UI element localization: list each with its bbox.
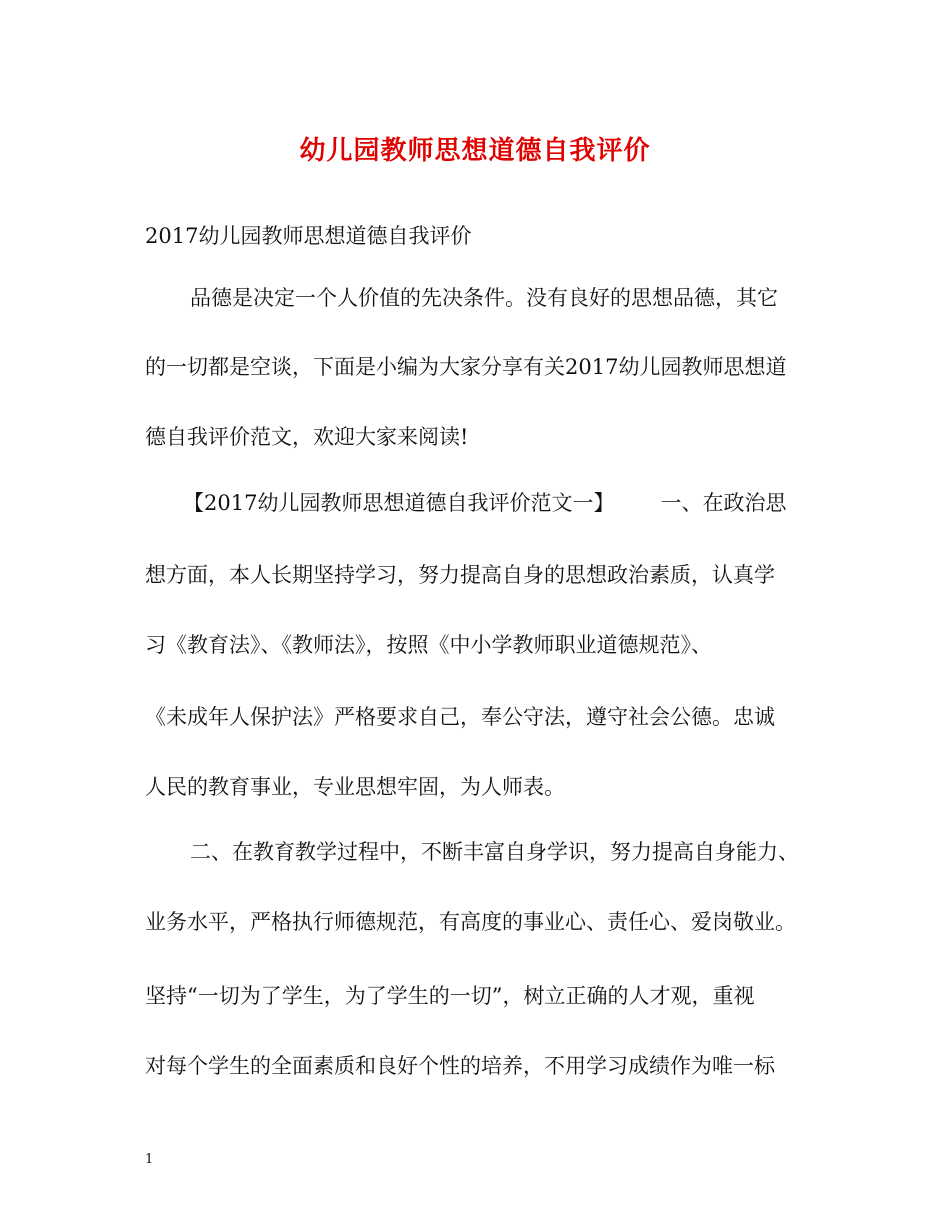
paragraph-line: 业务水平，严格执行师德规范，有高度的事业心、责任心、爱岗敬业。 (145, 910, 796, 934)
paragraph-line: 习《教育法》、《教师法》，按照《中小学教师职业道德规范》、 (145, 633, 712, 657)
document-title: 幼儿园教师思想道德自我评价 (299, 136, 651, 166)
paragraph-line: 对每个学生的全面素质和良好个性的培养，不用学习成绩作为唯一标 (145, 1054, 775, 1078)
paragraph-line: 的一切都是空谈，下面是小编为大家分享有关2017幼儿园教师思想道 (145, 355, 787, 379)
document-subtitle: 2017幼儿园教师思想道德自我评价 (145, 224, 472, 248)
paragraph-line: 坚持“一切为了学生，为了学生的一切”，树立正确的人才观，重视 (145, 984, 755, 1008)
paragraph-line: 品德是决定一个人价值的先决条件。没有良好的思想品德，其它 (190, 286, 778, 310)
section-heading-line (183, 493, 786, 514)
paragraph-line: 想方面，本人长期坚持学习，努力提高自身的思想政治素质，认真学 (145, 563, 775, 587)
page-number: 1 (145, 1152, 154, 1167)
paragraph-line: 《未成年人保护法》严格要求自己，奉公守法，遵守社会公德。忠诚 (145, 705, 775, 729)
section-heading: 【2017幼儿园教师思想道德自我评价范文一】 (183, 491, 615, 515)
paragraph-line: 人民的教育事业，专业思想牢固，为人师表。 (145, 775, 565, 799)
section-point: 一、在政治思 (660, 491, 787, 515)
paragraph-line: 德自我评价范文，欢迎大家来阅读! (145, 425, 469, 449)
paragraph-line: 二、在教育教学过程中，不断丰富自身学识，努力提高自身能力、 (190, 840, 799, 864)
